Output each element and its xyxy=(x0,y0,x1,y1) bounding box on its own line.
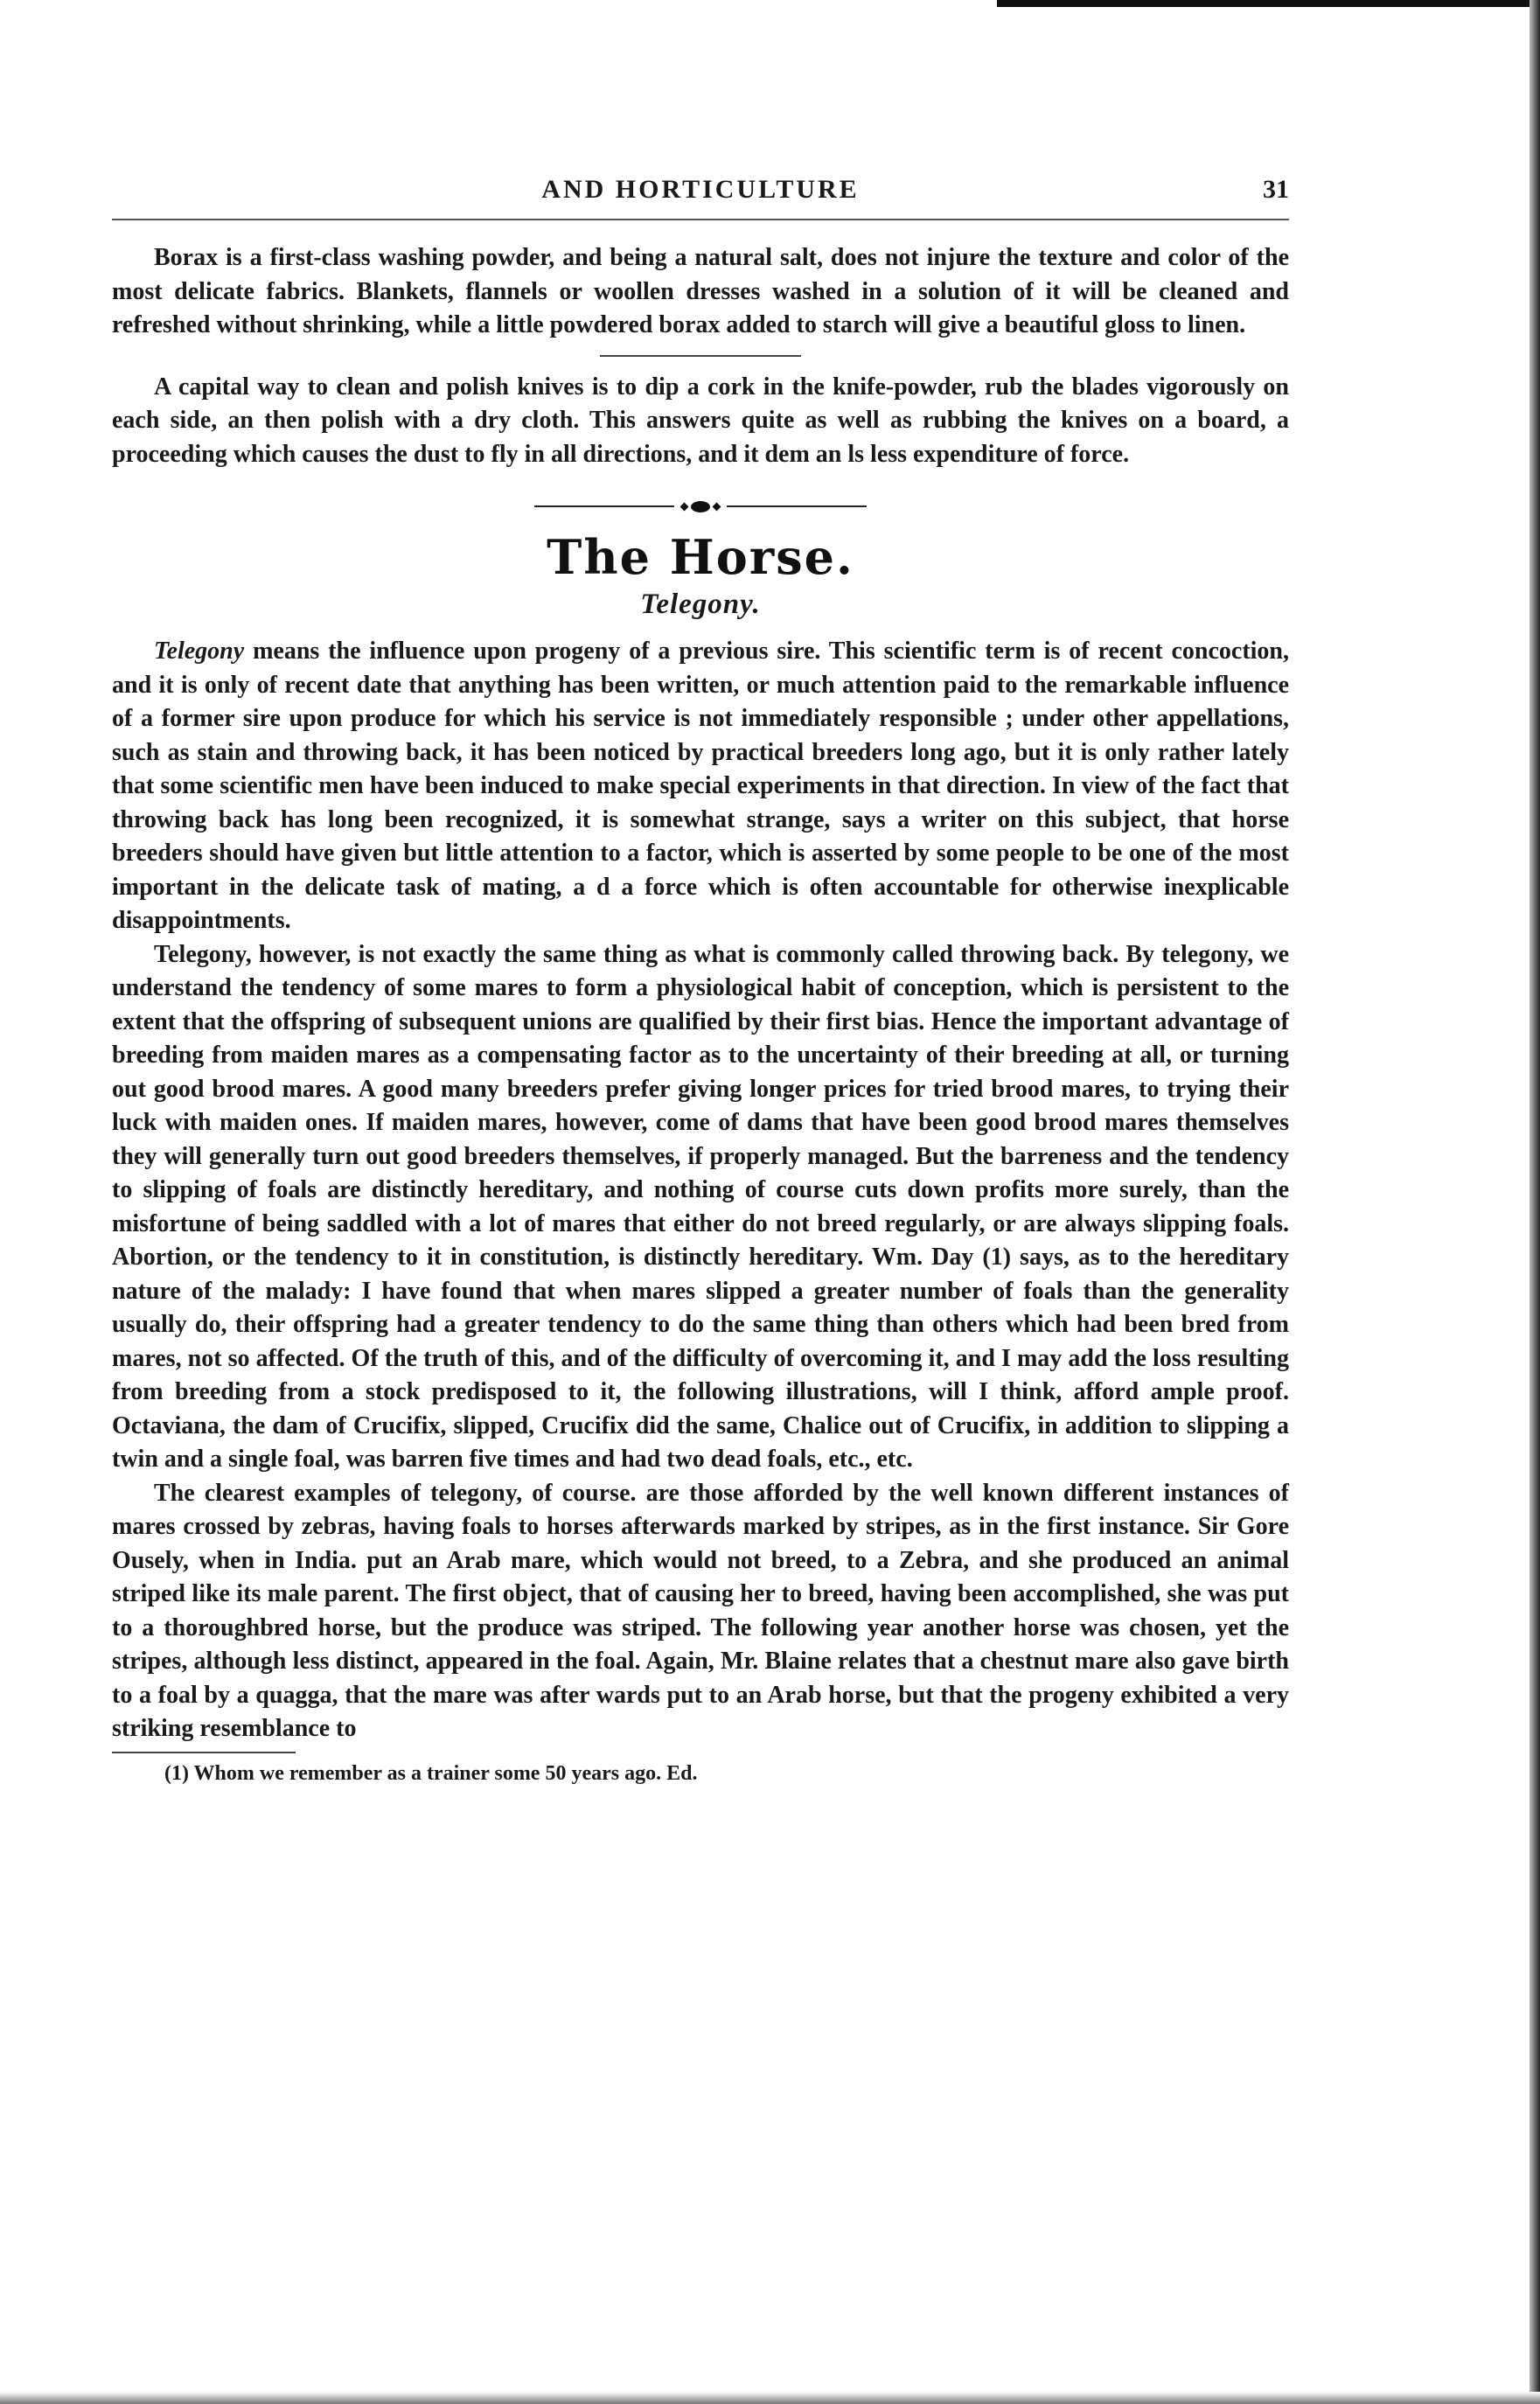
borax-paragraph: Borax is a first-class washing powder, and being a natural salt, does not injure the texture and color of the most delicate fabrics. Blankets, flannels or woollen dresses washed in a solution of it will be cleaned and refreshed without shrinking, while a little powdered borax added to starch will give a beautiful gloss to linen. xyxy=(112,244,1289,338)
section-rule xyxy=(600,355,801,357)
article-title: The Horse. xyxy=(547,529,854,585)
scan-edge-bottom xyxy=(0,2392,1540,2404)
telegony-paragraph-1 xyxy=(112,635,1289,938)
footnote: (1) Whom we remember as a trainer some 50 years ago. Ed. xyxy=(164,1761,698,1785)
running-title: AND HORTICULTURE xyxy=(541,175,860,204)
article-subtitle: Telegony. xyxy=(640,589,761,620)
running-head xyxy=(112,175,1289,220)
page xyxy=(112,175,1289,1786)
ornament-divider xyxy=(534,498,867,515)
telegony-paragraph-3: The clearest examples of telegony, of course. are those afforded by the well known different instances of mares crossed by zebras, having foals to horses afterwards marked by stripes, as in the first instance. Sir Gore Ousely, when in India. put an Arab mare, which would not breed, to a Zebra, and she produced an animal striped like its male parent. The first object, that of causing her to breed, having been accomplished, she was put to a thoroughbred horse, but the produce was striped. The following year another horse was chosen, yet the stripes, although less distinct, appeared in the foal. Again, Mr. Blaine relates that a chestnut mare also gave birth to a foal by a quagga, that the mare was after wards put to an Arab horse, but that the progeny exhibited a very striking resemblance to xyxy=(112,1479,1289,1742)
telegony-paragraph-2: Telegony, however, is not exactly the same thing as what is commonly called throwing back. By telegony, we understand the tendency of some mares to form a physiological habit of conception, which is persistent to the extent that the offspring of subsequent unions are qualified by their first bias. Hence the important advantage of breeding from maiden mares as a compensating factor as to the uncertainty of their breeding at all, or turning out good brood mares. A good many breeders prefer giving longer prices for tried brood mares, to trying their luck with maiden ones. If maiden mares, however, come of dams that have been good brood mares themselves they will generally turn out good breeders themselves, if properly managed. But the barreness and the tendency to slipping of foals are distinctly hereditary, and nothing of course cuts down profits more surely, than the misfortune of being saddled with a lot of mares that either do not breed regularly, or are always slipping foals. Abortion, or the tendency to it in constitution, is distinctly hereditary. Wm. Day (1) says, as to the hereditary nature of the malady: I have found that when mares slipped a greater number of foals than the generality usually do, their offspring had a greater tendency to do the same thing than others which had been bred from mares, not so affected. Of the truth of this, and of the difficulty of overcoming it, and I may add the loss resulting from breeding from a stock predisposed to it, the following illustrations, will I think, afford ample proof. Octaviana, the dam of Crucifix, slipped, Crucifix did the same, Chalice out of Crucifix, in addition to slipping a twin and a single foal, was barren five times and had two dead foals, etc., etc. xyxy=(112,940,1289,1473)
telegony-paragraph-1-text: means the influence upon progeny of a previous sire. This scientific term is of recent concoction, and it is only of recent date that anything has been written, or much attention paid to the remarkable influence of a former sire upon produce for which his service is not immediately responsible ; under other appellations, such as stain and throwing back, it has been noticed by practical breeders long ago, but it is only rather lately that some scientific men have been induced to make special experiments in that direction. In view of the fact that throwing back has long been recognized, it is somewhat strange, says a writer on this subject, that horse breeders should have given but little attention to a factor, which is asserted by some people to be one of the most important in the delicate task of mating, a d a force which is often accountable for otherwise inexplicable disappointments. xyxy=(112,638,1289,934)
scan-edge-right xyxy=(1530,0,1540,2404)
page-number: 31 xyxy=(1263,175,1289,204)
telegony-term: Telegony xyxy=(154,638,245,665)
scan-edge-top xyxy=(997,0,1540,7)
footnote-rule xyxy=(112,1752,296,1753)
knives-paragraph: A capital way to clean and polish knives is to dip a cork in the knife-powder, rub the blades vigorously on each side, an then polish with a dry cloth. This answers quite as well as rubbing the knives on a board, a proceeding which causes the dust to fly in all directions, and it dem an ls less expenditure of force. xyxy=(112,373,1289,468)
